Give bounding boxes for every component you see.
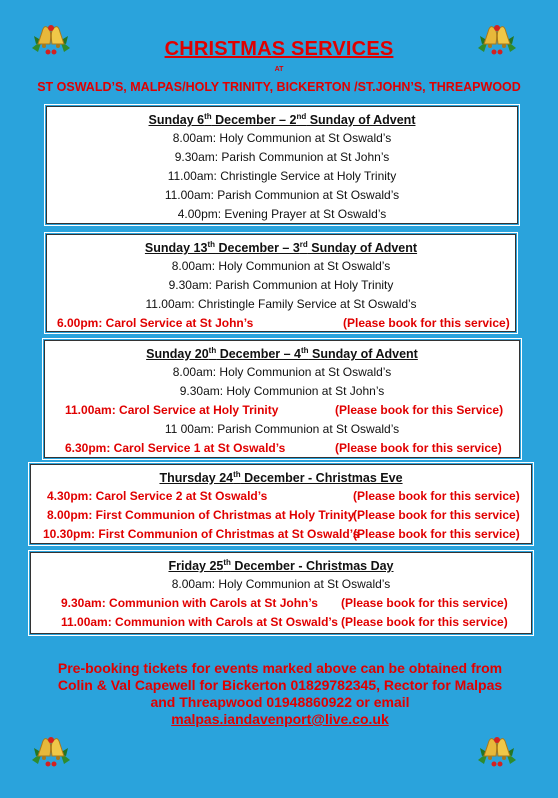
section-heading: Sunday 6th December – 2nd Sunday of Advent — [148, 111, 416, 127]
booking-note: (Please book for this service) — [353, 508, 520, 522]
service-row: 8.00am: Holy Communion at St Oswald’s — [171, 259, 391, 273]
booking-info — [20, 660, 540, 728]
service-row: 4.00pm: Evening Prayer at St Oswald’s — [177, 207, 387, 221]
service-row-booking — [45, 401, 519, 420]
service-text: 6.00pm: Carol Service at St John’s — [57, 316, 254, 330]
service-section-advent-2 — [46, 106, 518, 224]
service-row: 11.00am: Christingle Service at Holy Trinity — [167, 169, 397, 183]
booking-info-line: Colin & Val Capewell for Bickerton 01829782345, Rector for Malpas — [57, 677, 503, 693]
service-text: 11.00am: Carol Service at Holy Trinity — [65, 403, 279, 417]
church-list: ST OSWALD’S, MALPAS/HOLY TRINITY, BICKERTON /ST.JOHN’S, THREAPWOOD — [37, 80, 521, 94]
service-section-christmas-day — [30, 552, 532, 634]
booking-note: (Please book for this service) — [353, 527, 520, 541]
service-row: 9.30am: Holy Communion at St John’s — [179, 384, 385, 398]
section-heading: Sunday 20th December – 4th Sunday of Advent — [146, 345, 418, 361]
service-row-booking — [31, 613, 531, 632]
service-section-advent-3 — [46, 234, 516, 332]
service-section-christmas-eve — [30, 464, 532, 544]
booking-info-line: Pre-booking tickets for events marked above can be obtained from — [57, 660, 503, 676]
service-row-booking — [47, 314, 515, 333]
booking-note: (Please book for this service) — [341, 615, 508, 629]
service-row-booking — [31, 506, 531, 525]
service-text: 6.30pm: Carol Service 1 at St Oswald’s — [65, 441, 286, 455]
service-row: 8.00am: Holy Communion at St Oswald’s — [172, 365, 392, 379]
service-row: 9.30am: Parish Communion at Holy Trinity — [168, 278, 394, 292]
service-text: 8.00pm: First Communion of Christmas at Holy Trinity — [47, 508, 355, 522]
booking-note: (Please book for this service) — [335, 441, 502, 455]
booking-note: (Please book for this service) — [343, 316, 510, 330]
service-row: 9.30am: Parish Communion at St John’s — [174, 150, 390, 164]
service-section-advent-4 — [44, 340, 520, 458]
service-row-booking — [31, 525, 531, 544]
service-row-booking — [31, 594, 531, 613]
service-row-booking — [45, 439, 519, 458]
booking-info-line: and Threapwood 01948860922 or email — [150, 694, 410, 710]
title-at: AT — [274, 66, 284, 73]
section-heading: Sunday 13th December – 3rd Sunday of Advent — [144, 239, 418, 255]
christmas-bells-icon — [28, 730, 74, 776]
service-text: 4.30pm: Carol Service 2 at St Oswald’s — [47, 489, 268, 503]
service-row: 11.00am: Parish Communion at St Oswald’s — [164, 188, 400, 202]
service-text: 9.30am: Communion with Carols at St John’s — [61, 596, 318, 610]
booking-note: (Please book for this service) — [353, 489, 520, 503]
christmas-bells-icon — [474, 730, 520, 776]
service-row-booking — [31, 487, 531, 506]
service-text: 10.30pm: First Communion of Christmas at St Oswald’s — [43, 527, 360, 541]
section-heading: Thursday 24th December - Christmas Eve — [159, 469, 403, 485]
service-row: 8.00am: Holy Communion at St Oswald’s — [172, 131, 392, 145]
booking-note: (Please book for this Service) — [335, 403, 504, 417]
section-heading: Friday 25th December - Christmas Day — [168, 557, 394, 573]
page-title: CHRISTMAS SERVICES — [164, 38, 394, 60]
booking-note: (Please book for this service) — [341, 596, 508, 610]
email-link[interactable]: malpas.iandavenport@live.co.uk — [171, 711, 389, 727]
service-row: 11.00am: Christingle Family Service at St Oswald’s — [145, 297, 417, 311]
service-text: 11.00am: Communion with Carols at St Oswald’s — [61, 615, 338, 629]
service-row: 11 00am: Parish Communion at St Oswald’s — [164, 422, 400, 436]
service-row: 8.00am: Holy Communion at St Oswald’s — [171, 577, 391, 591]
